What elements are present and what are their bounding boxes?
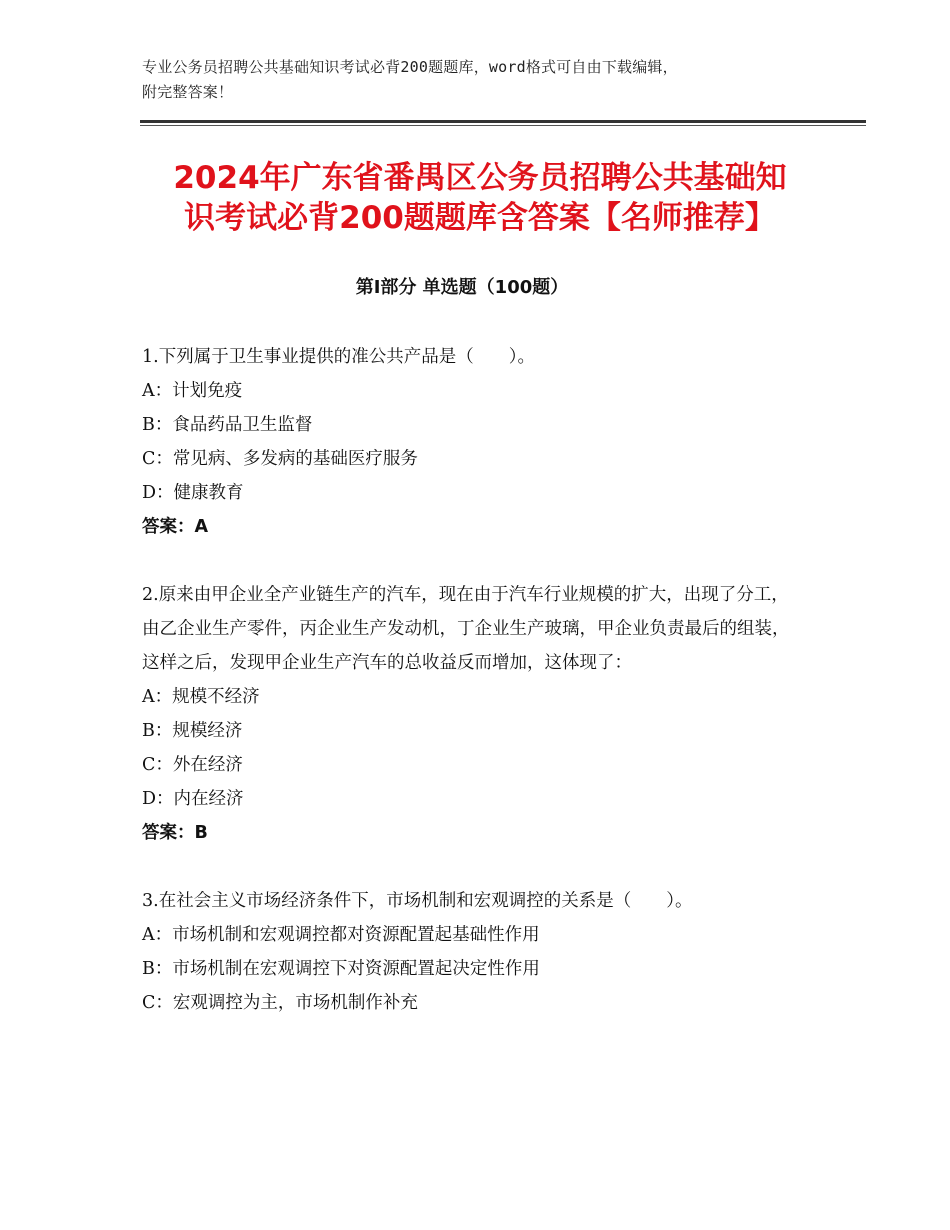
option-d: D：内在经济: [142, 789, 244, 809]
option-a: A：计划免疫: [142, 381, 243, 401]
option-c: C：外在经济: [142, 755, 243, 775]
header-note-line2: 附完整答案！: [142, 83, 234, 101]
option-c: C：宏观调控为主，市场机制作补充: [142, 993, 418, 1013]
header-divider-thin: [140, 125, 866, 126]
answer-label: 答案：A: [142, 517, 209, 537]
section-title: 第Ⅰ部分 单选题（100题）: [355, 277, 569, 298]
question-2: [142, 578, 802, 850]
document-title: [100, 158, 860, 238]
option-a: A：规模不经济: [142, 687, 260, 707]
option-c: C：常见病、多发病的基础医疗服务: [142, 449, 418, 469]
document-title-line2: 识考试必背200题题库含答案【名师推荐】: [184, 200, 776, 236]
option-b: B：规模经济: [142, 721, 243, 741]
question-stem: 1.下列属于卫生事业提供的准公共产品是（ ）。: [142, 347, 535, 367]
option-d: D：健康教育: [142, 483, 244, 503]
question-list: [142, 340, 802, 1054]
question-1: [142, 340, 802, 544]
header-note: [142, 55, 822, 105]
option-b: B：市场机制在宏观调控下对资源配置起决定性作用: [142, 959, 540, 979]
header-divider: [140, 120, 866, 123]
document-title-line1: 2024年广东省番禺区公务员招聘公共基础知: [173, 160, 787, 196]
header-note-line1: 专业公务员招聘公共基础知识考试必背200题题库，word格式可自由下载编辑，: [142, 58, 678, 76]
question-stem: 3.在社会主义市场经济条件下，市场机制和宏观调控的关系是（ ）。: [142, 891, 693, 911]
option-b: B：食品药品卫生监督: [142, 415, 313, 435]
answer-label: 答案：B: [142, 823, 208, 843]
question-3: [142, 884, 802, 1020]
option-a: A：市场机制和宏观调控都对资源配置起基础性作用: [142, 925, 540, 945]
question-stem: 2.原来由甲企业全产业链生产的汽车，现在由于汽车行业规模的扩大，出现了分工，由乙企业生产零件，丙企业生产发动机，丁企业生产玻璃，甲企业负责最后的组装，这样之后，发现甲企业生产汽车的总收益反而增加，这体现了：: [142, 585, 790, 673]
